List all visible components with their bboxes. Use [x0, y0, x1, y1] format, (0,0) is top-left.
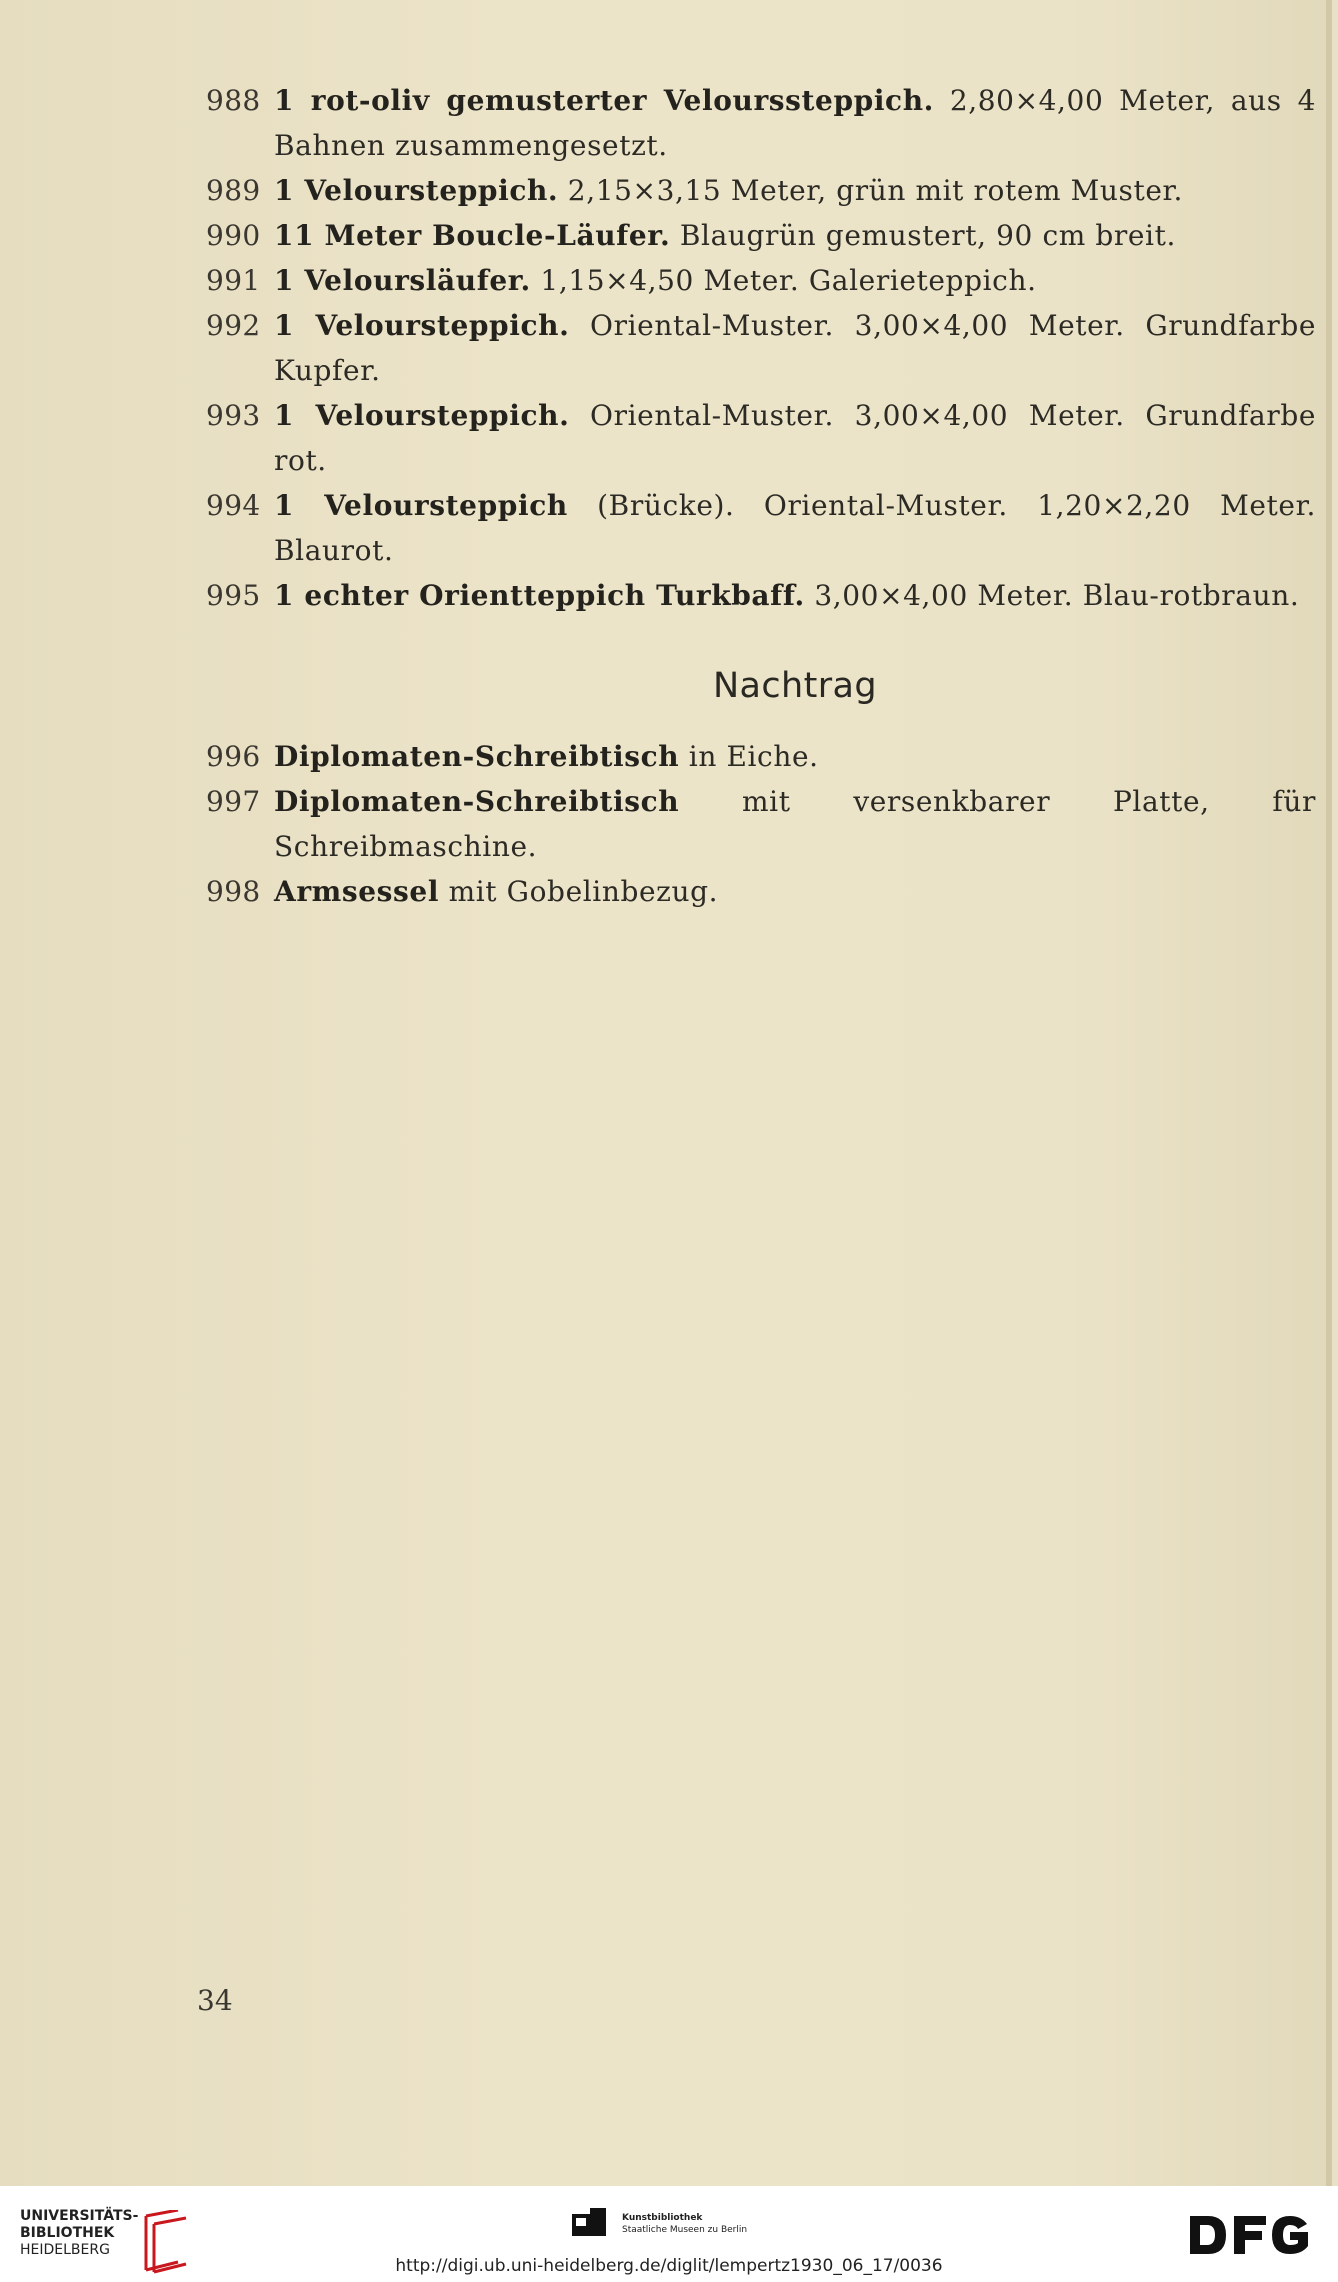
ub-line-3: HEIDELBERG: [20, 2242, 110, 2258]
entry-description: Blaugrün gemustert, 90 cm breit.: [670, 219, 1176, 252]
ub-line-2: BIBLIOTHEK: [20, 2225, 115, 2241]
catalog-entry-988: [206, 78, 1316, 168]
entry-title: 1 Veloursteppich.: [274, 399, 570, 432]
entry-number: 998: [206, 875, 261, 908]
kunstbibliothek-mark-icon: [570, 2206, 614, 2244]
entry-title: Diplomaten-Schreibtisch: [274, 785, 680, 818]
entry-number: 996: [206, 740, 261, 773]
catalog-entry-994: [206, 483, 1316, 573]
entry-number: 994: [206, 489, 261, 522]
entry-description: (Brücke). Oriental-Muster. 1,20×2,20 Meter. Blaurot.: [274, 489, 1316, 567]
entry-description: mit Gobelinbezug.: [439, 875, 719, 908]
entry-title: 1 Veloursteppich.: [274, 309, 570, 342]
entry-description: mit versenkbarer Platte, für Schreibmaschine.: [274, 785, 1316, 863]
entry-title: 1 rot-oliv gemusterter Velourssteppich.: [274, 84, 935, 117]
ub-line-1: UNIVERSITÄTS-: [20, 2208, 139, 2224]
kunstbibliothek-logo[interactable]: [570, 2206, 790, 2246]
catalog-entry-996: [206, 734, 1316, 779]
entry-description: Oriental-Muster. 3,00×4,00 Meter. Grundfarbe Kupfer.: [274, 309, 1317, 387]
entry-description: 2,15×3,15 Meter, grün mit rotem Muster.: [558, 174, 1183, 207]
entry-title: Armsessel: [274, 875, 440, 908]
permalink-url[interactable]: http://digi.ub.uni-heidelberg.de/diglit/lempertz1930_06_17/0036: [395, 2256, 943, 2276]
entry-title: Diplomaten-Schreibtisch: [274, 740, 680, 773]
page-edge: [1326, 0, 1332, 2186]
catalog-entry-998: [206, 869, 1316, 914]
entry-description: 3,00×4,00 Meter. Blau-rotbraun.: [804, 579, 1300, 612]
entry-number: 990: [206, 219, 261, 252]
catalog-entry-989: [206, 168, 1316, 213]
entry-title: 11 Meter Boucle-Läufer.: [274, 219, 671, 252]
entry-title: 1 echter Orientteppich Turkbaff.: [274, 579, 805, 612]
dfg-logo[interactable]: [1186, 2212, 1316, 2262]
catalog-entry-997: [206, 779, 1316, 869]
entry-description: Oriental-Muster. 3,00×4,00 Meter. Grundfarbe rot.: [274, 399, 1317, 477]
entry-title: 1 Veloursläufer.: [274, 264, 531, 297]
page-number: 34: [197, 1984, 233, 2017]
entry-title: 1 Veloursteppich: [274, 489, 568, 522]
catalog-entries: [206, 78, 1316, 914]
kb-line-2: Staatliche Museen zu Berlin: [622, 2225, 748, 2235]
entry-number: 991: [206, 264, 261, 297]
catalog-entry-995: [206, 573, 1316, 618]
catalog-entry-993: [206, 393, 1316, 483]
section-heading-nachtrag: Nachtrag: [712, 666, 878, 706]
entry-number: 988: [206, 84, 261, 117]
kunstbibliothek-name: [622, 2212, 747, 2236]
entry-number: 993: [206, 399, 261, 432]
entry-number: 992: [206, 309, 261, 342]
entry-description: 2,80×4,00 Meter, aus 4 Bahnen zusammengesetzt.: [274, 84, 1316, 162]
university-library-name: [20, 2208, 138, 2259]
catalog-entry-990: [206, 213, 1316, 258]
catalog-entry-992: [206, 303, 1316, 393]
entry-number: 997: [206, 785, 261, 818]
entry-description: in Eiche.: [679, 740, 819, 773]
entry-title: 1 Veloursteppich.: [274, 174, 559, 207]
entry-number: 995: [206, 579, 261, 612]
entry-description: 1,15×4,50 Meter. Galerieteppich.: [530, 264, 1037, 297]
entry-number: 989: [206, 174, 261, 207]
footer-bar: [0, 2186, 1338, 2282]
catalog-entry-991: [206, 258, 1316, 303]
dfg-wordmark-icon: [1186, 2212, 1316, 2258]
kb-line-1: Kunstbibliothek: [622, 2213, 703, 2223]
